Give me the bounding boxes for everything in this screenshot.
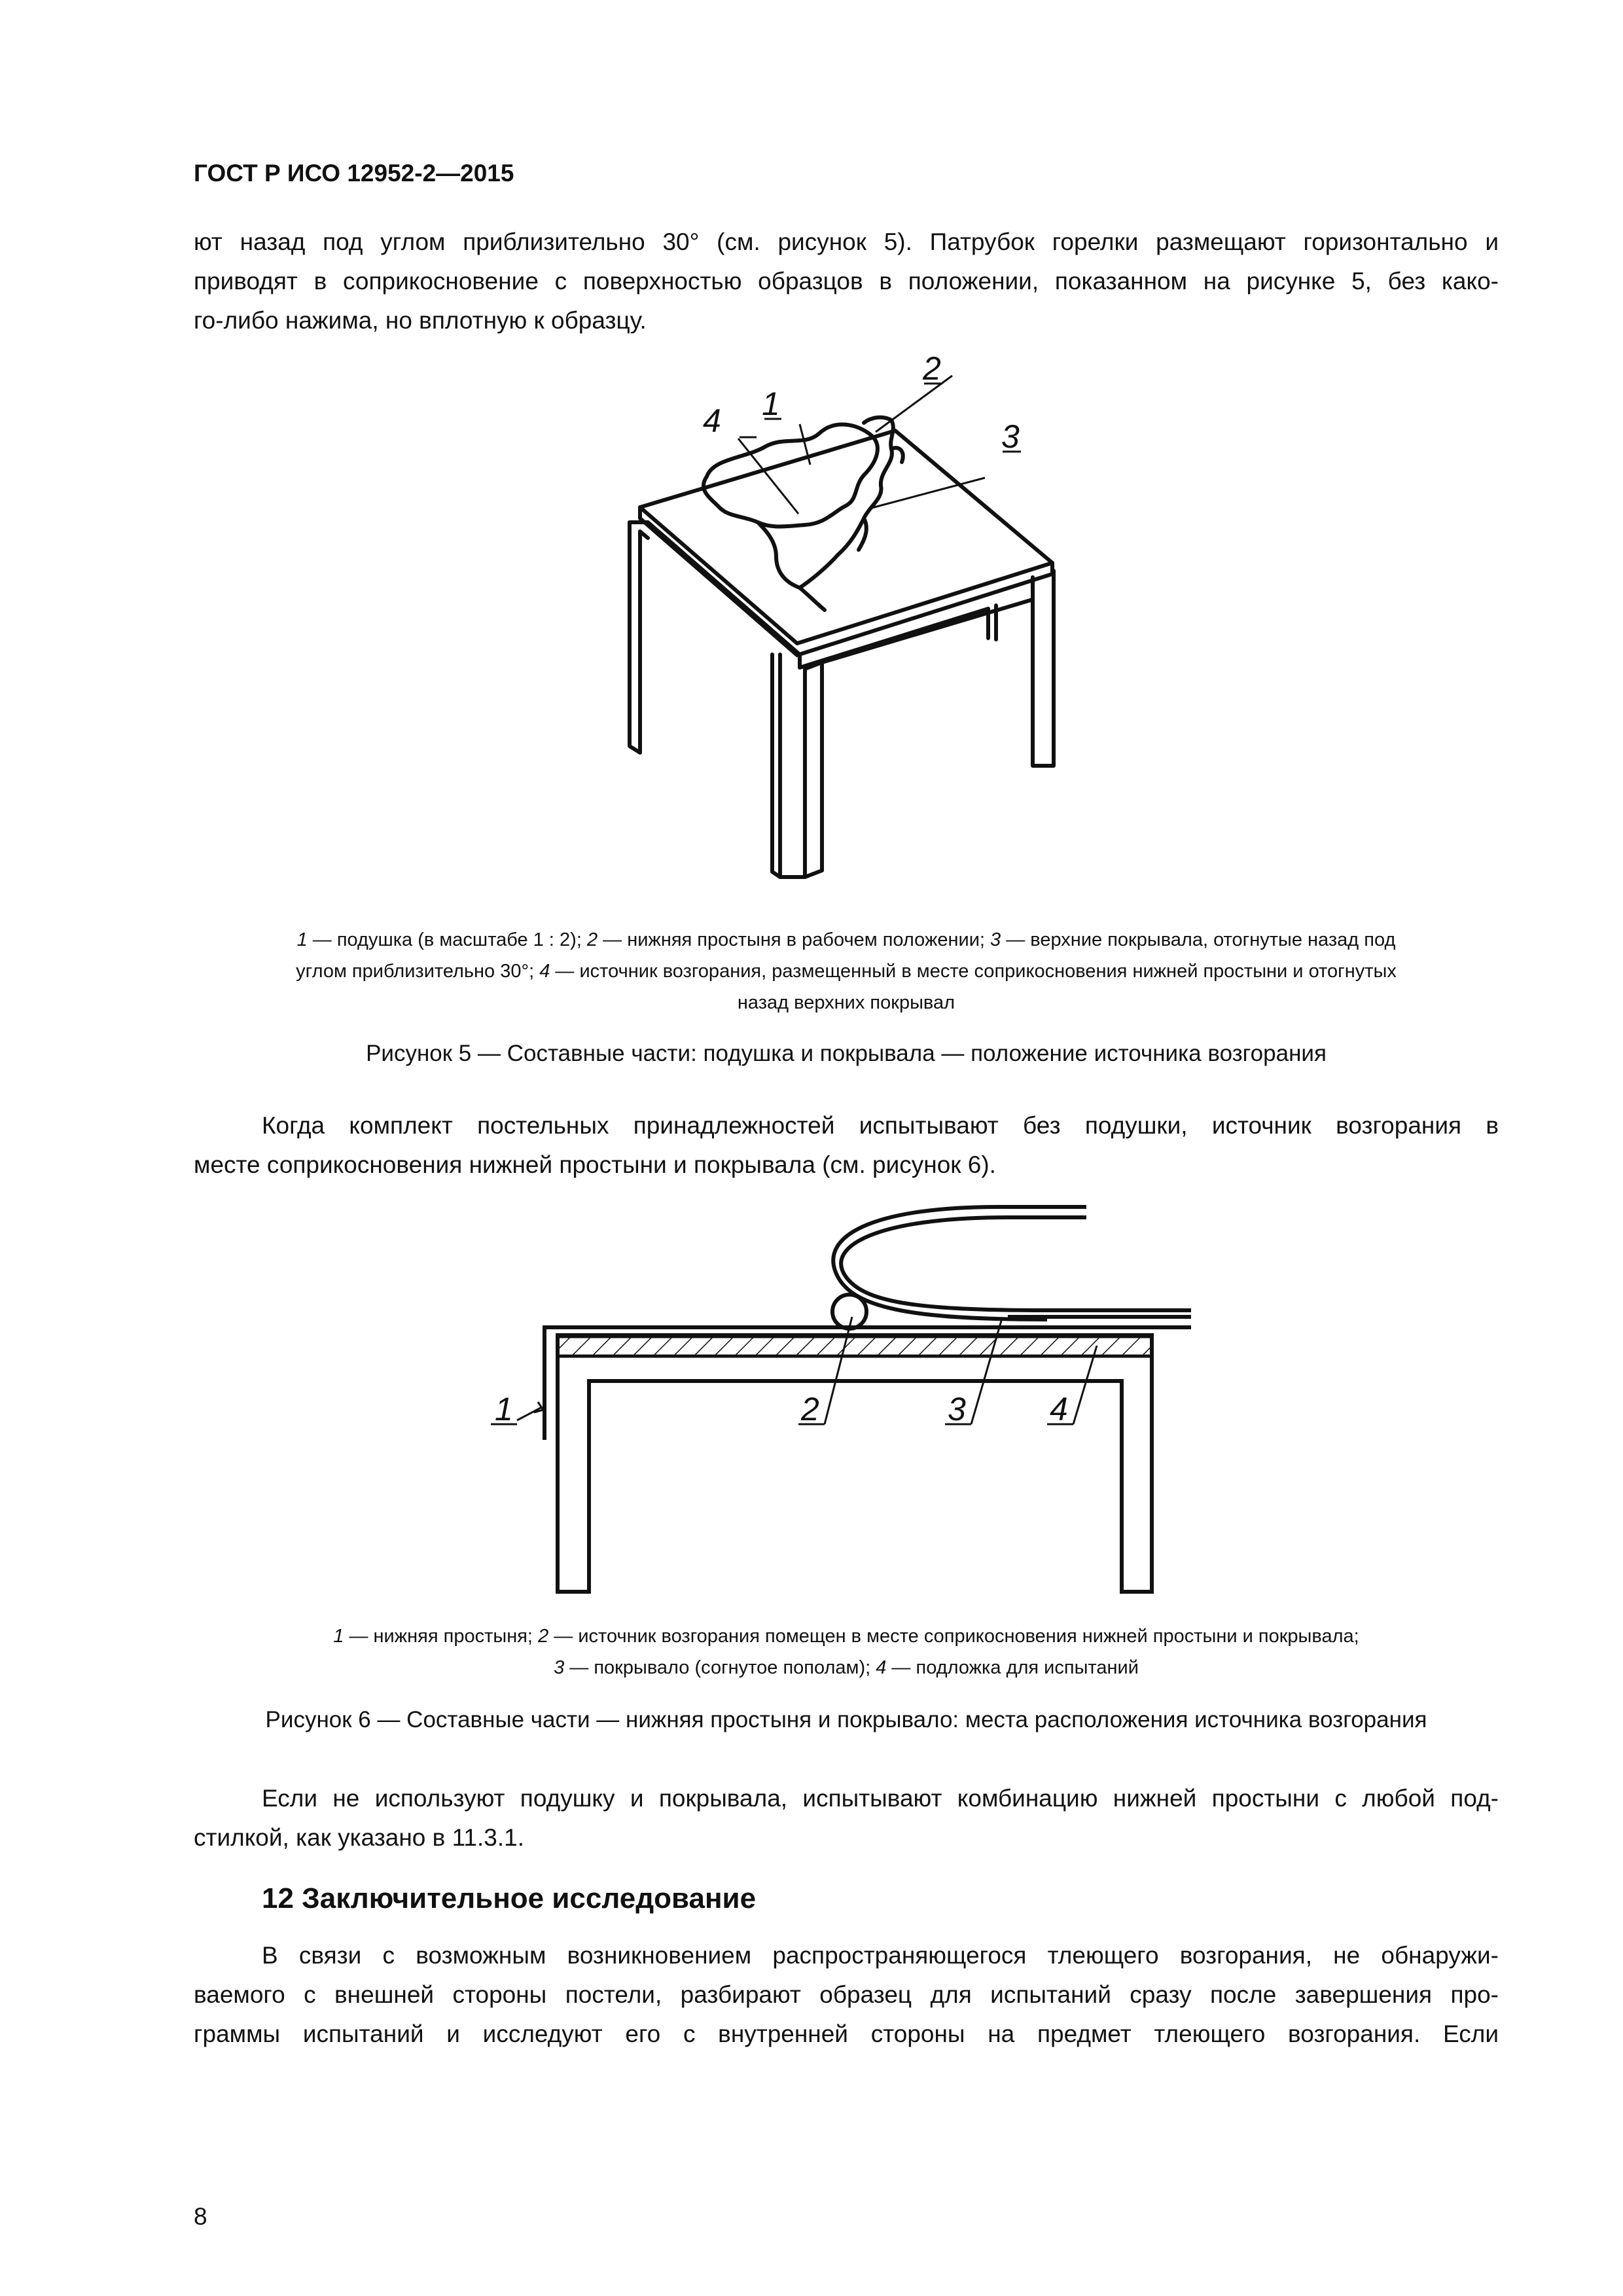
text-line: Если не используют подушку и покрывала, испытывают комбинацию нижней простыни с любой под- — [262, 1785, 1499, 1812]
figure-5-caption: Рисунок 5 — Составные части: подушка и покрывала — положение источника возгорания — [366, 1041, 1327, 1066]
paragraph-after-figure-6 — [194, 1779, 1499, 1857]
figure-6-drawing — [471, 1191, 1257, 1610]
figure-6-caption: Рисунок 6 — Составные части — нижняя простыня и покрывало: места расположения источника возгорания — [265, 1707, 1427, 1732]
paragraph-middle — [194, 1106, 1499, 1185]
figure-5-drawing — [589, 347, 1126, 897]
text-line: го-либо нажима, но вплотную к образцу. — [194, 307, 647, 334]
paragraph-top — [194, 223, 1499, 340]
table-apron — [648, 522, 988, 668]
page-number: 8 — [194, 2203, 207, 2230]
text-line: ют назад под углом приблизительно 30° (см. рисунок 5). Патрубок горелки размещают горизонтально и — [194, 228, 1499, 255]
legend-line: 3 — покрывало (согнутое пополам); 4 — подложка для испытаний — [554, 1657, 1139, 1678]
document-header: ГОСТ Р ИСО 12952-2—2015 — [194, 160, 514, 187]
fig5-label-1: 1 — [762, 386, 780, 422]
paragraph-final — [194, 1936, 1499, 2054]
legend-line: 1 — нижняя простыня; 2 — источник возгорания помещен в месте соприкосновения нижней простыни и покрывала; — [333, 1626, 1359, 1647]
text-line: ваемого с внешней стороны постели, разбирают образец для испытаний сразу после завершения про- — [194, 1981, 1499, 2008]
fig6-label-1: 1 — [495, 1391, 513, 1427]
fig6-label-3: 3 — [948, 1391, 966, 1427]
fig6-label-2: 2 — [801, 1391, 819, 1427]
folded-cover — [841, 1217, 1191, 1310]
text-line: Когда комплект постельных принадлежностей испытывают без подушки, источник возгорания в — [262, 1112, 1499, 1139]
legend-line: углом приблизительно 30°; 4 — источник возгорания, размещенный в месте соприкосновения нижней простыни и отогнутых — [296, 961, 1397, 982]
table-leg-front — [780, 655, 822, 877]
fig5-label-3: 3 — [1001, 418, 1020, 455]
test-substrate — [558, 1336, 1152, 1356]
text-line: приводят в соприкосновение с поверхностью образцов в положении, показанном на рисунке 5, без како- — [194, 268, 1499, 295]
text-line: граммы испытаний и исследуют его с внутренней стороны на предмет тлеющего возгорания. Если — [194, 2020, 1499, 2047]
table-leg-left — [630, 522, 640, 753]
pillow — [704, 425, 878, 527]
figure-5-legend — [194, 924, 1499, 1018]
figure-6-legend — [194, 1621, 1499, 1683]
fig5-label-4: 4 — [703, 403, 721, 439]
text-line: месте соприкосновения нижней простыни и покрывала (см. рисунок 6). — [194, 1151, 996, 1178]
text-line: В связи с возможным возникновением распространяющегося тлеющего возгорания, не обнаружи- — [262, 1942, 1499, 1969]
fig6-label-4: 4 — [1050, 1391, 1068, 1427]
table-leg-right — [1033, 571, 1054, 766]
text-line: стилкой, как указано в 11.3.1. — [194, 1824, 524, 1851]
legend-line: назад верхних покрывал — [737, 992, 955, 1013]
legend-line: 1 — подушка (в масштабе 1 : 2); 2 — нижняя простыня в рабочем положении; 3 — верхние покрывала, отогнутые назад под — [296, 929, 1396, 950]
table-frame — [558, 1335, 1152, 1592]
fig5-label-2: 2 — [923, 350, 941, 387]
section-12-title: 12 Заключительное исследование — [262, 1882, 757, 1914]
